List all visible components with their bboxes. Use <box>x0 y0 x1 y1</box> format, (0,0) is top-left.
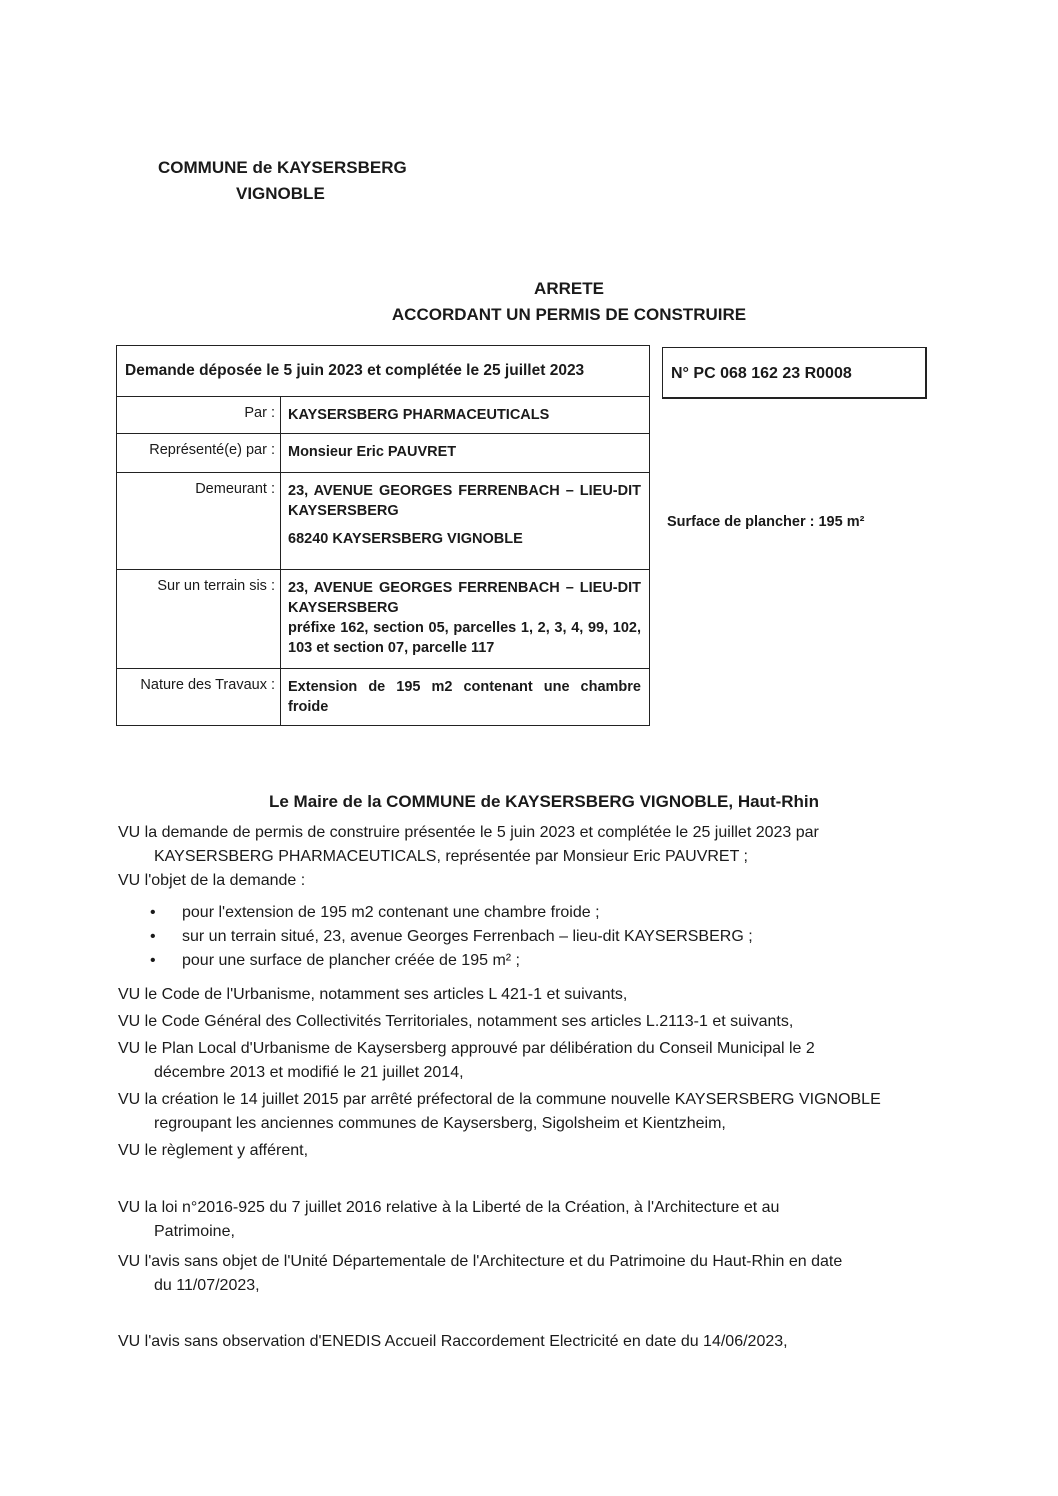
bullet-icon: • <box>150 952 156 969</box>
document-title <box>0 276 1058 328</box>
row-value <box>281 473 649 569</box>
row-label: Nature des Travaux : <box>117 669 281 725</box>
vu-bullets <box>150 901 753 973</box>
bullet-icon: • <box>150 904 156 921</box>
bullet-text: pour l'extension de 195 m2 contenant une chambre froide ; <box>182 904 600 921</box>
terrain-parcels: préfixe 162, section 05, parcelles 1, 2, 3, 4, 99, 102, 103 et section 07, parcelle 117 <box>288 620 641 656</box>
row-label: Représenté(e) par : <box>117 434 281 472</box>
bullet-text: sur un terrain situé, 23, avenue Georges Ferrenbach – lieu-dit KAYSERSBERG ; <box>182 928 753 945</box>
list-item <box>150 901 753 925</box>
table-row <box>117 570 649 669</box>
table-row <box>117 669 649 725</box>
floor-surface: Surface de plancher : 195 m² <box>667 514 865 530</box>
row-label: Sur un terrain sis : <box>117 570 281 668</box>
vu-line: regroupant les anciennes communes de Kaysersberg, Sigolsheim et Kientzheim, <box>154 1115 726 1132</box>
vu-line: VU le règlement y afférent, <box>118 1142 309 1159</box>
vu-line: décembre 2013 et modifié le 21 juillet 2014, <box>154 1064 464 1081</box>
vu-line: du 11/07/2023, <box>154 1277 260 1294</box>
table-row <box>117 473 649 570</box>
row-value: KAYSERSBERG PHARMACEUTICALS <box>288 407 550 423</box>
request-table <box>116 345 650 726</box>
list-item <box>150 925 753 949</box>
title-arrete: ARRETE <box>534 279 604 298</box>
vu-line: VU le Code Général des Collectivités Territoriales, notamment ses articles L.2113-1 et suivants, <box>118 1013 794 1030</box>
vu-line: VU l'objet de la demande : <box>118 872 306 889</box>
vu-line: VU l'avis sans observation d'ENEDIS Accueil Raccordement Electricité en date du 14/06/2023, <box>118 1333 788 1350</box>
maire-heading: Le Maire de la COMMUNE de KAYSERSBERG VIGNOBLE, Haut-Rhin <box>268 792 820 811</box>
table-row <box>117 397 649 434</box>
bullet-text: pour une surface de plancher créée de 195 m² ; <box>182 952 520 969</box>
vu-line: KAYSERSBERG PHARMACEUTICALS, représentée par Monsieur Eric PAUVRET ; <box>154 848 748 865</box>
commune-name: COMMUNE de KAYSERSBERG <box>158 158 407 177</box>
permit-number: N° PC 068 162 23 R0008 <box>662 347 927 399</box>
vu-paragraph <box>118 821 926 893</box>
vu-line: VU le Plan Local d'Urbanisme de Kaysersberg approuvé par délibération du Conseil Municipal le 2 <box>118 1040 815 1057</box>
vu-paragraph <box>118 1196 926 1298</box>
request-date: Demande déposée le 5 juin 2023 et complétée le 25 juillet 2023 <box>117 346 649 397</box>
row-value: Monsieur Eric PAUVRET <box>288 444 457 460</box>
terrain-address: 23, AVENUE GEORGES FERRENBACH – LIEU-DIT KAYSERSBERG <box>288 580 641 616</box>
row-label: Demeurant : <box>117 473 281 569</box>
vu-line: Patrimoine, <box>154 1223 235 1240</box>
vu-line: VU la demande de permis de construire présentée le 5 juin 2023 et complétée le 25 juillet 2023 par <box>118 824 819 841</box>
vu-line: VU la création le 14 juillet 2015 par arrêté préfectoral de la commune nouvelle KAYSERSBERG VIGNOBLE <box>118 1091 881 1108</box>
vu-paragraph <box>118 1330 926 1354</box>
commune-header <box>158 155 407 207</box>
row-label: Par : <box>117 397 281 433</box>
address-line: 23, AVENUE GEORGES FERRENBACH – LIEU-DIT KAYSERSBERG <box>288 483 641 519</box>
commune-name-line2: VIGNOBLE <box>236 184 325 203</box>
vu-paragraph <box>118 983 926 1163</box>
vu-line: VU la loi n°2016-925 du 7 juillet 2016 relative à la Liberté de la Création, à l'Architecture et au <box>118 1199 780 1216</box>
table-row <box>117 434 649 473</box>
vu-line: VU le Code de l'Urbanisme, notamment ses articles L 421-1 et suivants, <box>118 986 628 1003</box>
bullet-icon: • <box>150 928 156 945</box>
vu-line: VU l'avis sans objet de l'Unité Départementale de l'Architecture et du Patrimoine du Haut-Rhin en date <box>118 1253 843 1270</box>
row-value: Extension de 195 m2 contenant une chambre froide <box>288 679 641 715</box>
address-city: 68240 KAYSERSBERG VIGNOBLE <box>288 531 523 547</box>
list-item <box>150 949 753 973</box>
row-value <box>281 570 649 668</box>
title-subject: ACCORDANT UN PERMIS DE CONSTRUIRE <box>391 305 747 324</box>
